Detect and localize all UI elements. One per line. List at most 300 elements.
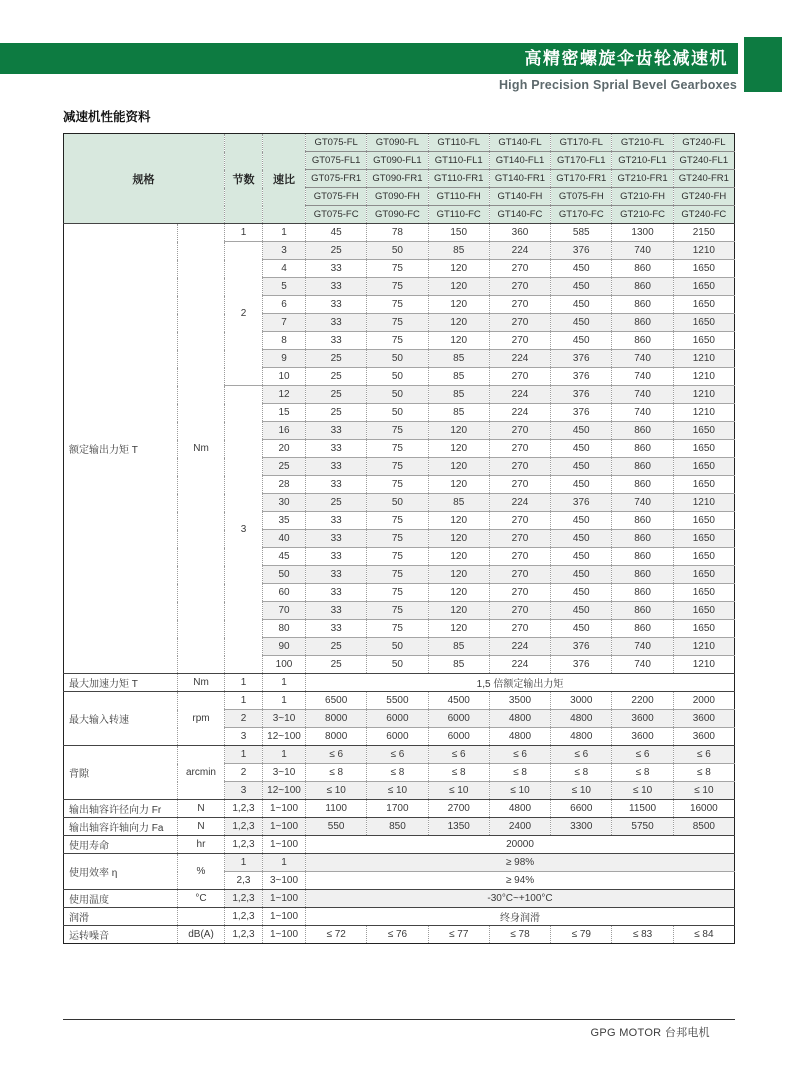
value-cell: ≤ 6 [673,746,734,764]
value-cell: 450 [551,584,612,602]
value-cell: 270 [489,296,550,314]
value-cell: 75 [367,548,428,566]
spec-label-cell: 润滑 [64,908,178,926]
ratio-cell: 12~100 [263,782,306,800]
span-value-cell: 20000 [306,836,735,854]
value-cell: 120 [428,422,489,440]
value-cell: 450 [551,620,612,638]
ratio-cell: 7 [263,314,306,332]
value-cell: 33 [306,440,367,458]
ratio-cell: 25 [263,458,306,476]
value-cell: 450 [551,314,612,332]
ratio-cell: 70 [263,602,306,620]
value-cell: 25 [306,386,367,404]
value-cell: 860 [612,512,673,530]
value-cell: 376 [551,242,612,260]
value-cell: 78 [367,224,428,242]
spec-table [63,133,735,944]
spec-label-cell: 使用温度 [64,890,178,908]
value-cell: 1210 [673,638,734,656]
model-header-cell: GT140-FC [489,206,550,224]
value-cell: 1650 [673,278,734,296]
value-cell: 1100 [306,800,367,818]
value-cell: 450 [551,458,612,476]
value-cell: ≤ 76 [367,926,428,944]
value-cell: 6000 [428,728,489,746]
model-header-cell: GT170-FC [551,206,612,224]
ratio-cell: 1 [263,674,306,692]
value-cell: 50 [367,494,428,512]
value-cell: 270 [489,584,550,602]
ratio-cell: 12 [263,386,306,404]
value-cell: 33 [306,584,367,602]
model-header-cell: GT075-FC [306,206,367,224]
value-cell: ≤ 8 [428,764,489,782]
value-cell: 6000 [428,710,489,728]
value-cell: 25 [306,242,367,260]
corner-spec-header: 规格 [64,134,225,224]
ratio-cell: 1~100 [263,818,306,836]
spec-label-cell: 运转噪音 [64,926,178,944]
stage-cell: 1 [225,854,263,872]
ratio-cell: 10 [263,368,306,386]
value-cell: 270 [489,602,550,620]
value-cell: 740 [612,638,673,656]
value-cell: 5500 [367,692,428,710]
model-header-cell: GT110-FL [428,134,489,152]
ratio-cell: 60 [263,584,306,602]
spec-label-cell: 输出轴容许径向力 Fr [64,800,178,818]
value-cell: 33 [306,260,367,278]
value-cell: 450 [551,440,612,458]
spec-label-cell: 使用效率 η [64,854,178,890]
spec-label-cell: 输出轴容许轴向力 Fa [64,818,178,836]
value-cell: 270 [489,440,550,458]
value-cell: 120 [428,548,489,566]
value-cell: 120 [428,566,489,584]
value-cell: 33 [306,476,367,494]
value-cell: 85 [428,368,489,386]
value-cell: 33 [306,530,367,548]
value-cell: 120 [428,440,489,458]
unit-cell: dB(A) [178,926,225,944]
spec-label-cell: 最大输入转速 [64,692,178,746]
value-cell: 5750 [612,818,673,836]
value-cell: 75 [367,566,428,584]
value-cell: 224 [489,386,550,404]
value-cell: 1650 [673,332,734,350]
value-cell: 75 [367,260,428,278]
value-cell: 2150 [673,224,734,242]
value-cell: 75 [367,620,428,638]
stage-cell: 1 [225,224,263,242]
value-cell: 850 [367,818,428,836]
value-cell: ≤ 8 [367,764,428,782]
value-cell: 224 [489,242,550,260]
model-header-cell: GT140-FL1 [489,152,550,170]
model-header-cell: GT170-FR1 [551,170,612,188]
value-cell: ≤ 6 [367,746,428,764]
value-cell: 270 [489,422,550,440]
value-cell: 1650 [673,314,734,332]
brand-green-square [744,37,782,92]
value-cell: 75 [367,422,428,440]
value-cell: 85 [428,404,489,422]
value-cell: 740 [612,404,673,422]
value-cell: 120 [428,296,489,314]
stage-cell: 2 [225,764,263,782]
stage-cell: 2 [225,242,263,386]
value-cell: 120 [428,512,489,530]
value-cell: 75 [367,296,428,314]
corner-stages-header: 节数 [225,134,263,224]
ratio-cell: 15 [263,404,306,422]
model-header-cell: GT140-FL [489,134,550,152]
value-cell: 224 [489,638,550,656]
value-cell: 376 [551,368,612,386]
value-cell: ≤ 6 [489,746,550,764]
value-cell: ≤ 8 [673,764,734,782]
value-cell: 50 [367,242,428,260]
model-header-cell: GT075-FR1 [306,170,367,188]
unit-cell: N [178,818,225,836]
value-cell: 75 [367,332,428,350]
value-cell: 8500 [673,818,734,836]
value-cell: 16000 [673,800,734,818]
unit-cell: % [178,854,225,890]
stage-cell: 1,2,3 [225,890,263,908]
value-cell: 740 [612,368,673,386]
unit-cell: N [178,800,225,818]
model-header-cell: GT075-FL [306,134,367,152]
value-cell: 120 [428,332,489,350]
value-cell: 25 [306,638,367,656]
value-cell: 270 [489,620,550,638]
value-cell: 270 [489,278,550,296]
value-cell: 1210 [673,368,734,386]
ratio-cell: 28 [263,476,306,494]
unit-cell: hr [178,836,225,854]
ratio-cell: 3~10 [263,764,306,782]
value-cell: 860 [612,566,673,584]
value-cell: 270 [489,368,550,386]
model-header-cell: GT210-FL1 [612,152,673,170]
value-cell: 120 [428,314,489,332]
value-cell: 270 [489,458,550,476]
value-cell: 1210 [673,386,734,404]
model-header-cell: GT240-FL [673,134,734,152]
value-cell: 1300 [612,224,673,242]
value-cell: 120 [428,584,489,602]
value-cell: 75 [367,512,428,530]
value-cell: 120 [428,260,489,278]
model-header-cell: GT240-FH [673,188,734,206]
model-header-cell: GT075-FH [551,188,612,206]
unit-cell: °C [178,890,225,908]
stage-cell: 1 [225,692,263,710]
value-cell: 2400 [489,818,550,836]
stage-cell: 2 [225,710,263,728]
value-cell: ≤ 6 [612,746,673,764]
value-cell: 75 [367,278,428,296]
value-cell: 1210 [673,656,734,674]
stage-cell: 3 [225,782,263,800]
value-cell: 75 [367,440,428,458]
value-cell: 4800 [489,710,550,728]
value-cell: 450 [551,260,612,278]
value-cell: 376 [551,404,612,422]
value-cell: 450 [551,548,612,566]
model-header-cell: GT240-FR1 [673,170,734,188]
value-cell: 4800 [551,728,612,746]
value-cell: 585 [551,224,612,242]
spec-label-cell: 额定输出力矩 T [64,224,178,674]
model-header-cell: GT210-FC [612,206,673,224]
value-cell: 1650 [673,584,734,602]
value-cell: ≤ 79 [551,926,612,944]
spec-table-body [64,224,735,944]
ratio-cell: 1~100 [263,890,306,908]
ratio-cell: 3 [263,242,306,260]
value-cell: 85 [428,350,489,368]
value-cell: ≤ 10 [428,782,489,800]
value-cell: 270 [489,566,550,584]
value-cell: 1650 [673,602,734,620]
spec-table-header [64,134,735,224]
value-cell: 1650 [673,476,734,494]
value-cell: 224 [489,656,550,674]
value-cell: 75 [367,476,428,494]
value-cell: 6600 [551,800,612,818]
model-header-cell: GT170-FL1 [551,152,612,170]
ratio-cell: 1~100 [263,926,306,944]
value-cell: 25 [306,656,367,674]
value-cell: ≤ 77 [428,926,489,944]
spec-label-cell: 使用寿命 [64,836,178,854]
value-cell: 1700 [367,800,428,818]
value-cell: 3600 [612,728,673,746]
stage-cell: 1,2,3 [225,818,263,836]
ratio-cell: 1~100 [263,908,306,926]
stage-cell: 1,2,3 [225,926,263,944]
value-cell: 3600 [673,728,734,746]
value-cell: 50 [367,350,428,368]
value-cell: 860 [612,260,673,278]
model-header-cell: GT140-FH [489,188,550,206]
value-cell: 740 [612,494,673,512]
unit-cell: Nm [178,674,225,692]
value-cell: 50 [367,656,428,674]
value-cell: ≤ 78 [489,926,550,944]
page-title-bar [0,43,738,74]
model-header-cell: GT075-FH [306,188,367,206]
value-cell: 360 [489,224,550,242]
value-cell: 4800 [489,728,550,746]
model-header-cell: GT090-FL [367,134,428,152]
value-cell: 860 [612,476,673,494]
value-cell: 1210 [673,494,734,512]
unit-cell: Nm [178,224,225,674]
value-cell: 2200 [612,692,673,710]
ratio-cell: 1 [263,746,306,764]
value-cell: ≤ 10 [551,782,612,800]
section-title: 减速机性能资料 [63,110,151,124]
value-cell: 1650 [673,440,734,458]
spec-label-cell: 最大加速力矩 T [64,674,178,692]
value-cell: 224 [489,350,550,368]
value-cell: 2700 [428,800,489,818]
value-cell: 45 [306,224,367,242]
value-cell: 85 [428,386,489,404]
corner-ratio-header: 速比 [263,134,306,224]
value-cell: 33 [306,620,367,638]
page-title: 高精密螺旋伞齿轮减速机 [524,49,728,68]
value-cell: 85 [428,638,489,656]
value-cell: 1650 [673,530,734,548]
value-cell: 376 [551,494,612,512]
value-cell: 450 [551,476,612,494]
value-cell: 25 [306,350,367,368]
value-cell: 1210 [673,350,734,368]
unit-cell: rpm [178,692,225,746]
value-cell: 1650 [673,296,734,314]
value-cell: 33 [306,512,367,530]
value-cell: 860 [612,458,673,476]
value-cell: 450 [551,332,612,350]
value-cell: 25 [306,368,367,386]
stage-cell: 2,3 [225,872,263,890]
value-cell: 1210 [673,404,734,422]
unit-cell [178,908,225,926]
stage-cell: 1,2,3 [225,800,263,818]
ratio-cell: 1 [263,692,306,710]
value-cell: 860 [612,530,673,548]
value-cell: 4500 [428,692,489,710]
ratio-cell: 20 [263,440,306,458]
value-cell: 33 [306,332,367,350]
value-cell: 120 [428,278,489,296]
value-cell: 120 [428,602,489,620]
span-value-cell: 终身润滑 [306,908,735,926]
stage-cell: 1,2,3 [225,836,263,854]
value-cell: 270 [489,512,550,530]
ratio-cell: 35 [263,512,306,530]
model-header-cell: GT090-FH [367,188,428,206]
model-header-cell: GT110-FL1 [428,152,489,170]
value-cell: 150 [428,224,489,242]
value-cell: ≤ 10 [306,782,367,800]
value-cell: 1650 [673,458,734,476]
value-cell: ≤ 6 [551,746,612,764]
value-cell: 11500 [612,800,673,818]
value-cell: 270 [489,548,550,566]
ratio-cell: 100 [263,656,306,674]
value-cell: 1210 [673,242,734,260]
value-cell: 85 [428,494,489,512]
value-cell: 33 [306,458,367,476]
value-cell: 50 [367,386,428,404]
ratio-cell: 3~100 [263,872,306,890]
span-value-cell: -30°C~+100°C [306,890,735,908]
value-cell: 860 [612,602,673,620]
value-cell: ≤ 8 [551,764,612,782]
ratio-cell: 1 [263,224,306,242]
spec-label-cell: 背隙 [64,746,178,800]
value-cell: ≤ 8 [306,764,367,782]
span-value-cell: 1,5 倍额定输出力矩 [306,674,735,692]
value-cell: 8000 [306,728,367,746]
ratio-cell: 1 [263,854,306,872]
ratio-cell: 1~100 [263,800,306,818]
value-cell: 860 [612,278,673,296]
value-cell: 450 [551,602,612,620]
value-cell: 6000 [367,710,428,728]
value-cell: 4800 [551,710,612,728]
value-cell: 1650 [673,260,734,278]
value-cell: 860 [612,548,673,566]
value-cell: 2000 [673,692,734,710]
value-cell: ≤ 10 [612,782,673,800]
value-cell: 1650 [673,566,734,584]
value-cell: ≤ 6 [428,746,489,764]
stage-cell: 3 [225,386,263,674]
value-cell: 550 [306,818,367,836]
value-cell: 6000 [367,728,428,746]
value-cell: 450 [551,278,612,296]
value-cell: 75 [367,458,428,476]
value-cell: 50 [367,638,428,656]
ratio-cell: 45 [263,548,306,566]
value-cell: 50 [367,404,428,422]
value-cell: 33 [306,314,367,332]
value-cell: ≤ 83 [612,926,673,944]
model-header-cell: GT110-FR1 [428,170,489,188]
value-cell: 33 [306,566,367,584]
value-cell: 3500 [489,692,550,710]
ratio-cell: 90 [263,638,306,656]
stage-cell: 1,2,3 [225,908,263,926]
value-cell: 860 [612,584,673,602]
model-header-cell: GT110-FH [428,188,489,206]
model-header-cell: GT110-FC [428,206,489,224]
value-cell: 450 [551,530,612,548]
value-cell: 270 [489,260,550,278]
ratio-cell: 12~100 [263,728,306,746]
model-header-cell: GT090-FR1 [367,170,428,188]
value-cell: 33 [306,422,367,440]
model-header-cell: GT210-FH [612,188,673,206]
ratio-cell: 9 [263,350,306,368]
ratio-cell: 40 [263,530,306,548]
value-cell: 25 [306,494,367,512]
value-cell: 85 [428,242,489,260]
value-cell: 33 [306,278,367,296]
ratio-cell: 30 [263,494,306,512]
value-cell: 450 [551,566,612,584]
value-cell: 120 [428,458,489,476]
value-cell: 6500 [306,692,367,710]
value-cell: 270 [489,332,550,350]
value-cell: 376 [551,350,612,368]
value-cell: 75 [367,314,428,332]
value-cell: ≤ 10 [367,782,428,800]
value-cell: ≤ 10 [673,782,734,800]
value-cell: 860 [612,620,673,638]
value-cell: 270 [489,476,550,494]
ratio-cell: 1~100 [263,836,306,854]
footer-divider [63,1019,735,1020]
value-cell: 860 [612,332,673,350]
